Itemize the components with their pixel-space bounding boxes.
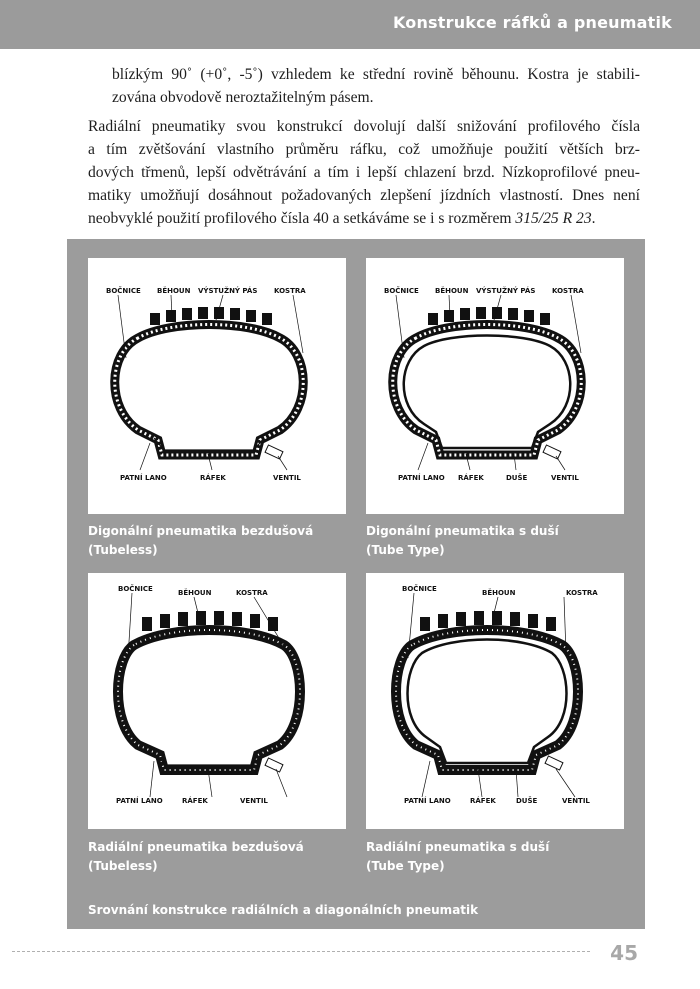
label-duse: DUŠE (516, 797, 538, 805)
label-patni-lano: PATNÍ LANO (116, 797, 163, 805)
line-5-start: neobvyklé použití profilového čísla 40 a setkáváme se i s rozměrem (88, 210, 516, 227)
label-patni-lano: PATNÍ LANO (398, 474, 445, 482)
label-bocnice: BOČNICE (384, 287, 419, 295)
label-vystuzny-pas: VÝSTUŽNÝ PÁS (476, 287, 536, 295)
line-5-end: . (591, 210, 596, 227)
caption-line-1: Radiální pneumatika s duší (366, 840, 550, 854)
paragraph-2-line-4: matiky umožňují dosáhnout požadovaných zlepšení jízdních vlastností. Dnes není (88, 187, 640, 204)
paragraph-2 (88, 115, 640, 230)
label-ventil: VENTIL (562, 797, 590, 805)
figure-box (67, 239, 645, 929)
label-behoun: BĚHOUN (435, 287, 469, 295)
label-bocnice: BOČNICE (402, 585, 437, 593)
chapter-title: Konstrukce ráfků a pneumatik (392, 13, 672, 32)
label-behoun: BĚHOUN (178, 589, 212, 597)
label-duse: DUŠE (506, 474, 528, 482)
paragraph-2-line-1 (88, 115, 640, 138)
caption-diagonal-tube-type (366, 522, 559, 560)
label-rafek: RÁFEK (470, 797, 496, 805)
footer-divider (12, 951, 590, 952)
label-ventil: VENTIL (551, 474, 579, 482)
tire-diagram-diagonal-tube-type (366, 258, 624, 514)
paragraph-1-line-1: blízkým 90˚ (+0˚, -5˚) vzhledem ke střední rovině běhounu. Kostra je stabili- (112, 66, 640, 83)
paragraph-2-line-2: a tím zvětšování vlastního průměru ráfku, což umožňuje použití větších brz- (88, 141, 640, 158)
caption-line-2: (Tubeless) (88, 859, 158, 873)
label-ventil: VENTIL (273, 474, 301, 482)
label-patni-lano: PATNÍ LANO (120, 474, 167, 482)
label-rafek: RÁFEK (458, 474, 484, 482)
label-patni-lano: PATNÍ LANO (404, 797, 451, 805)
panel-diagonal-tube-type (366, 258, 624, 514)
label-rafek: RÁFEK (200, 474, 226, 482)
caption-line-1: Digonální pneumatika s duší (366, 524, 559, 538)
paragraph-2-line-3: dových třmenů, lepší odvětrávání a tím i lepší chlazení brzd. Nízkoprofilové pneu- (88, 164, 640, 181)
panel-diagonal-tubeless (88, 258, 346, 514)
label-kostra: KOSTRA (566, 589, 598, 597)
label-rafek: RÁFEK (182, 797, 208, 805)
label-ventil: VENTIL (240, 797, 268, 805)
caption-line-2: (Tube Type) (366, 543, 445, 557)
paragraph-2-line-1-text: Radiální pneumatiky svou konstrukcí dovolují další snižování profilového čísla (88, 118, 640, 135)
label-behoun: BĚHOUN (157, 287, 191, 295)
tire-size: 315/25 R 23 (515, 210, 592, 227)
caption-line-1: Radiální pneumatika bezdušová (88, 840, 304, 854)
label-kostra: KOSTRA (552, 287, 584, 295)
page-number: 45 (610, 941, 638, 965)
panel-radial-tubeless (88, 573, 346, 829)
figure-caption: Srovnání konstrukce radiálních a diagonálních pneumatik (88, 903, 479, 917)
caption-radial-tubeless (88, 838, 304, 876)
paragraph-2-line-5 (88, 207, 640, 230)
caption-radial-tube-type (366, 838, 549, 876)
caption-line-1: Digonální pneumatika bezdušová (88, 524, 314, 538)
caption-line-2: (Tubeless) (88, 543, 158, 557)
caption-line-2: (Tube Type) (366, 859, 445, 873)
label-behoun: BĚHOUN (482, 589, 516, 597)
tire-diagram-diagonal-tubeless (88, 258, 346, 514)
tire-diagram-radial-tubeless (88, 573, 346, 829)
label-bocnice: BOČNICE (118, 585, 153, 593)
label-kostra: KOSTRA (274, 287, 306, 295)
caption-diagonal-tubeless (88, 522, 313, 560)
label-kostra: KOSTRA (236, 589, 268, 597)
tire-diagram-radial-tube-type (366, 573, 624, 829)
label-bocnice: BOČNICE (106, 287, 141, 295)
label-vystuzny-pas: VÝSTUŽNÝ PÁS (198, 287, 258, 295)
header-bar (0, 0, 700, 49)
panel-radial-tube-type (366, 573, 624, 829)
paragraph-1-line-2: zována obvodově neroztažitelným pásem. (112, 89, 374, 106)
paragraph-1 (112, 63, 640, 109)
